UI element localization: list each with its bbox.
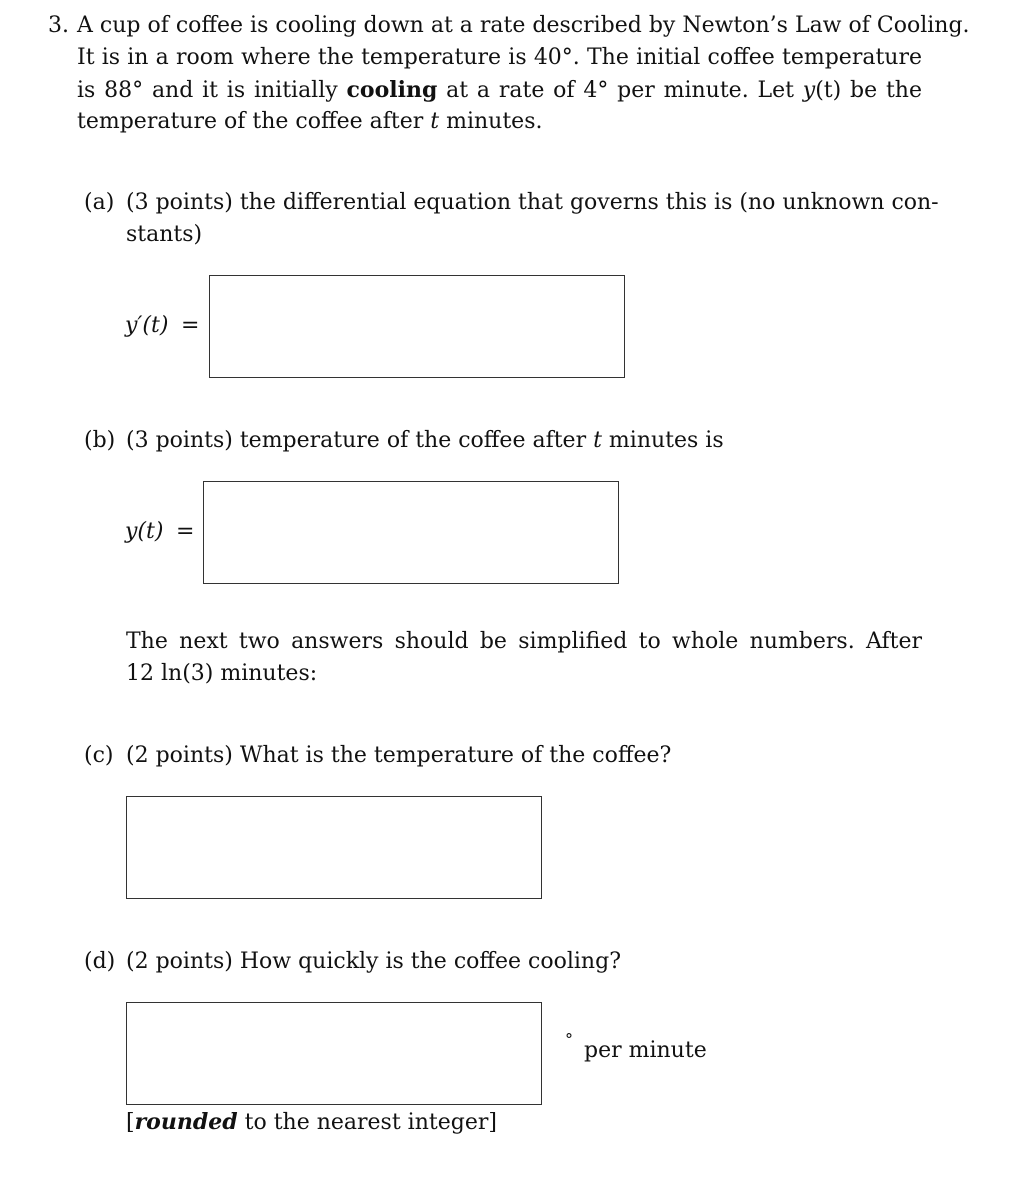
- part-a-text-1: the differential equation that governs this is (no unknown con-: [239, 190, 939, 215]
- part-d-text: How quickly is the coffee cooling?: [239, 949, 621, 974]
- problem-line-4: [77, 106, 542, 138]
- problem-line-2: It is in a room where the temperature is 40°. The initial coffee temperature: [77, 45, 922, 70]
- part-c-question: [126, 740, 671, 772]
- part-d-hint: [126, 1106, 497, 1139]
- part-d-points: (2 points): [126, 949, 233, 974]
- problem-line-3: [77, 74, 922, 107]
- part-c-points: (2 points): [126, 743, 233, 768]
- note-line-2: 12 ln(3) minutes:: [126, 661, 318, 686]
- hint-rest: to the nearest integer: [237, 1110, 489, 1135]
- part-d-question: [126, 946, 621, 978]
- hint-open-bracket: [: [126, 1110, 135, 1135]
- part-a-points: (3 points): [126, 190, 233, 215]
- hint-rounded: rounded: [134, 1109, 238, 1135]
- part-a-equals: =: [181, 313, 200, 338]
- part-d-unit-text: per minute: [584, 1038, 707, 1063]
- part-b-lhs-expr: y(t): [125, 519, 164, 544]
- part-b-question: [126, 425, 724, 457]
- problem-line-4-post: minutes.: [439, 109, 543, 134]
- part-a-question-line-1: [126, 187, 939, 219]
- problem-line-3-mid: at a rate of 4° per minute. Let: [437, 78, 803, 103]
- problem-var-y: y: [802, 78, 816, 103]
- part-a-label: (a): [84, 190, 115, 215]
- part-a-lhs: [125, 310, 168, 342]
- part-a-answer-box[interactable]: [209, 275, 625, 378]
- part-b-text-post: minutes is: [601, 428, 724, 453]
- part-c-text: What is the temperature of the coffee?: [239, 743, 672, 768]
- part-d-unit-degree: °: [565, 1030, 573, 1049]
- part-c-label: (c): [84, 743, 114, 768]
- part-b-var-t: t: [593, 428, 602, 453]
- part-d-label: (d): [84, 949, 116, 974]
- problem-line-3-post: be the: [841, 78, 922, 103]
- part-b-equals: =: [176, 519, 195, 544]
- problem-number: 3.: [48, 13, 69, 38]
- problem-line-4-pre: temperature of the coffee after: [77, 109, 431, 134]
- problem-keyword-cooling: cooling: [346, 77, 438, 103]
- part-b-lhs: [125, 516, 163, 548]
- problem-var-t: t: [430, 109, 440, 134]
- problem-line-3-pre: is 88° and it is initially: [77, 78, 347, 103]
- part-b-answer-box[interactable]: [203, 481, 619, 584]
- part-a-question-line-2: stants): [126, 222, 203, 247]
- problem-var-arg: (t): [815, 78, 842, 103]
- hint-close-bracket: ]: [488, 1110, 497, 1135]
- part-c-answer-box[interactable]: [126, 796, 542, 899]
- part-b-text-pre: temperature of the coffee after: [239, 428, 594, 453]
- note-line-1: The next two answers should be simplified to whole numbers. After: [126, 629, 922, 654]
- part-b-label: (b): [84, 428, 116, 453]
- problem-line-1: A cup of coffee is cooling down at a rate described by Newton’s Law of Cooling.: [77, 13, 970, 38]
- part-b-points: (3 points): [126, 428, 233, 453]
- part-d-answer-box[interactable]: [126, 1002, 542, 1105]
- part-a-lhs-expr: y′(t): [125, 313, 169, 338]
